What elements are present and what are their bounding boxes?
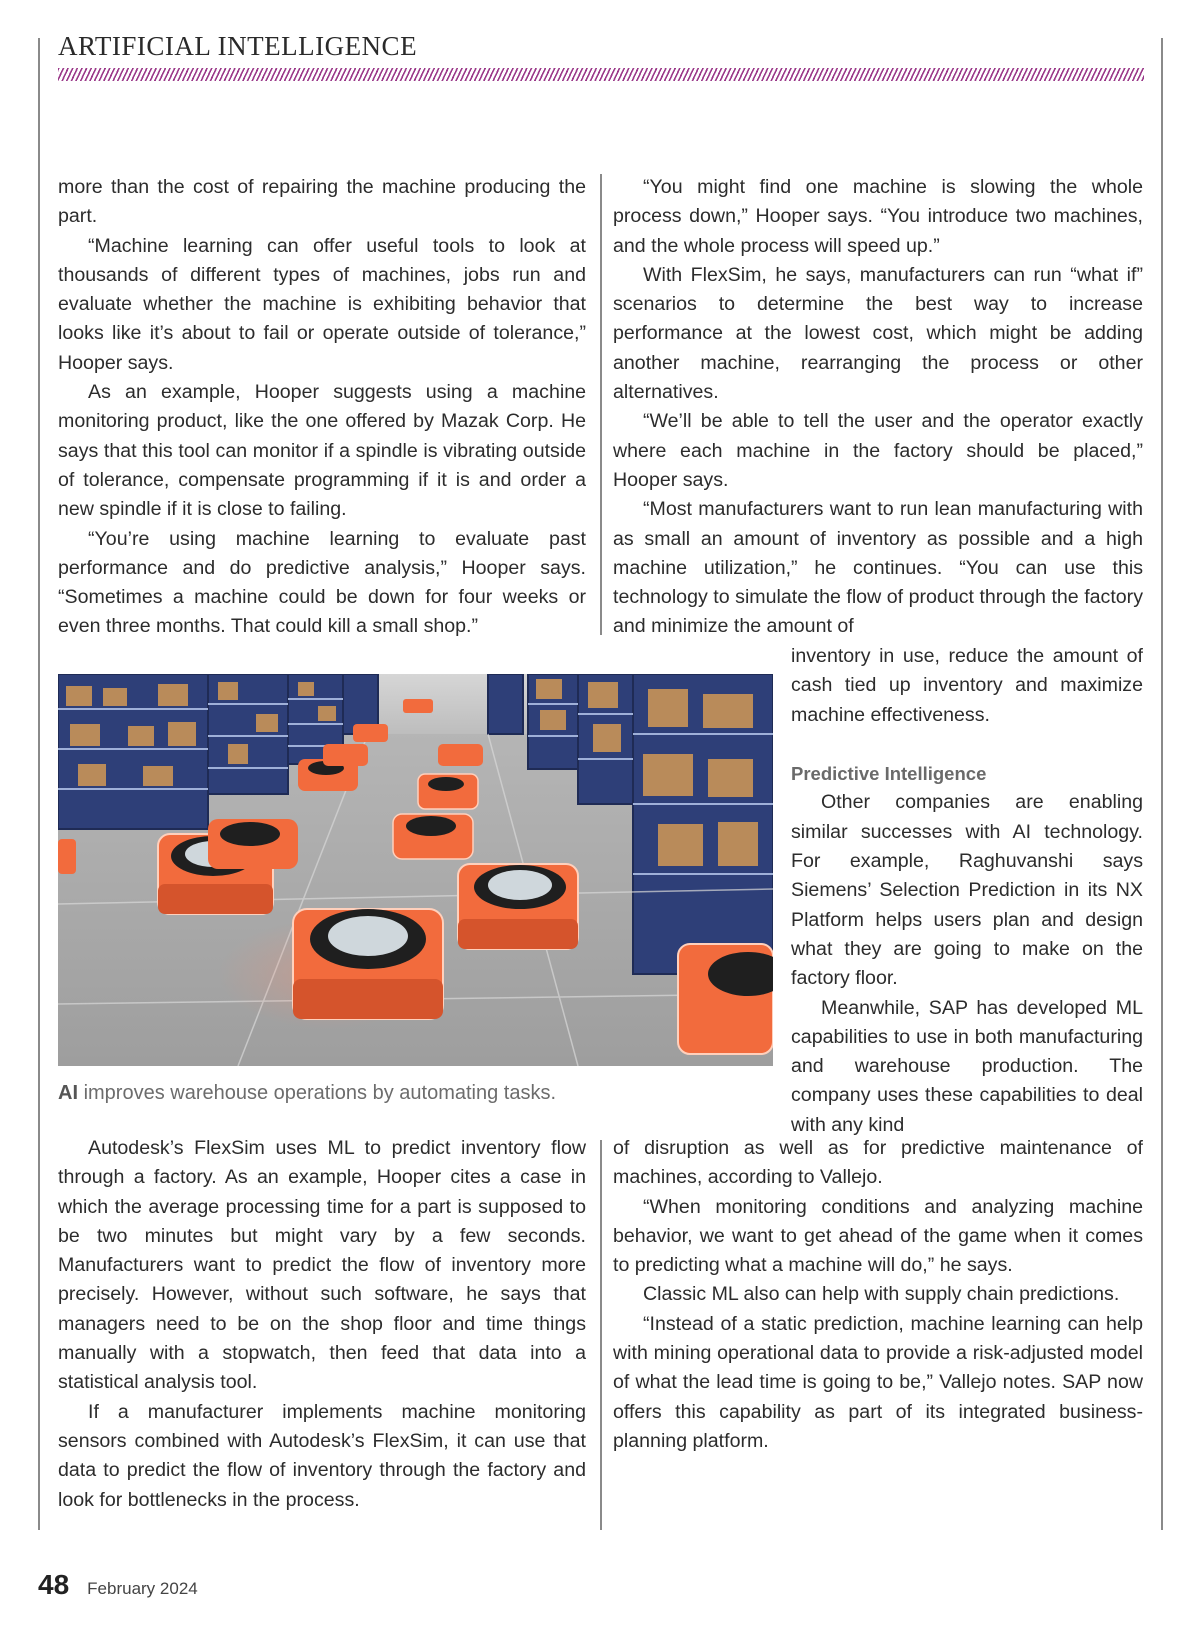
paragraph: “Instead of a static prediction, machine learning can help with mining operational data to provide a risk-adjusted model of what the lead time is going to be,” Vallejo notes. SAP now offers this capability as part of its integrated business-planning platform.: [613, 1312, 1143, 1452]
paragraph: Other companies are enabling similar successes with AI technology. For example, Raghuvanshi says Siemens’ Selection Prediction in its NX Platform helps users plan and design what they are going to make on the factory floor.: [791, 791, 1143, 990]
paragraph: more than the cost of repairing the machine producing the part.: [58, 176, 586, 228]
header-hatch-band: [58, 68, 1144, 81]
page-number: 48: [38, 1569, 70, 1600]
column-rule-bottom: [600, 1140, 602, 1530]
paragraph: Classic ML also can help with supply chain predictions.: [643, 1283, 1120, 1306]
paragraph: “You’re using machine learning to evaluate past performance and do predictive analysis,” Hooper says. “Sometimes a machine could be down for four weeks or even three months. That could kill a small shop.”: [58, 527, 586, 638]
photo-caption: [58, 1082, 556, 1105]
issue-date: February 2024: [87, 1579, 198, 1598]
caption-lead: AI: [58, 1082, 78, 1104]
paragraph: Meanwhile, SAP has developed ML capabilities to use in both manufacturing and warehouse production. The company uses these capabilities to deal with any kind: [791, 996, 1143, 1136]
paragraph: “We’ll be able to tell the user and the operator exactly where each machine in the factory should be placed,” Hooper says.: [613, 410, 1143, 491]
column-2-wrap: [791, 642, 1143, 1140]
paragraph: “Most manufacturers want to run lean manufacturing with as small an amount of inventory as possible and a high machine utilization,” he continues. “You can use this technology to simulate the flow of product through the factory and minimize the amount of: [613, 498, 1143, 638]
spacer: [791, 730, 1143, 759]
warehouse-robots-photo: [58, 674, 773, 1066]
column-1-top: [58, 173, 586, 642]
paragraph: If a manufacturer implements machine monitoring sensors combined with Autodesk’s FlexSim, it can use that data to predict the flow of inventory through the factory and look for bottlenecks in the process.: [58, 1400, 586, 1511]
section-title: ARTIFICIAL INTELLIGENCE: [58, 31, 418, 61]
paragraph: “Machine learning can offer useful tools to look at thousands of different types of machines, jobs run and evaluate whether the machine is exhibiting behavior that looks like it’s about to fail or operate outside of tolerance,” Hooper says.: [58, 234, 586, 374]
paragraph: inventory in use, reduce the amount of cash tied up inventory and maximize machine effectiveness.: [791, 645, 1143, 726]
column-rule-top: [600, 174, 602, 635]
paragraph: As an example, Hooper suggests using a machine monitoring product, like the one offered by Mazak Corp. He says that this tool can monitor if a spindle is vibrating outside of tolerance, compensate programming if it is and order a new spindle if it is close to failing.: [58, 381, 586, 521]
paragraph: With FlexSim, he says, manufacturers can run “what if” scenarios to determine the best way to increase performance at the lowest cost, which might be adding another machine, rearranging the process or other alternatives.: [613, 263, 1143, 404]
column-2-bottom: [613, 1134, 1143, 1456]
page-footer: [38, 1569, 198, 1601]
column-2-top: [613, 173, 1143, 642]
paragraph: of disruption as well as for predictive maintenance of machines, according to Vallejo.: [613, 1137, 1143, 1189]
column-1-bottom: [58, 1134, 586, 1515]
subhead: Predictive Intelligence: [791, 763, 987, 785]
left-margin-rule: [38, 38, 40, 1530]
caption-text: improves warehouse operations by automating tasks.: [83, 1082, 557, 1104]
paragraph: Autodesk’s FlexSim uses ML to predict inventory flow through a factory. As an example, Hooper cites a case in which the average processing time for a part is supposed to be two minutes but might vary by a few seconds. Manufacturers want to predict the flow of inventory more precisely. However, without such software, he says that managers need to be on the shop floor and time things manually with a stopwatch, then feed that data into a statistical analysis tool.: [58, 1137, 586, 1394]
paragraph: “When monitoring conditions and analyzing machine behavior, we want to get ahead of the game when it comes to predicting what a machine will do,” he says.: [613, 1195, 1143, 1277]
right-margin-rule: [1161, 38, 1163, 1530]
paragraph: “You might find one machine is slowing the whole process down,” Hooper says. “You introduce two machines, and the whole process will speed up.”: [613, 176, 1143, 257]
